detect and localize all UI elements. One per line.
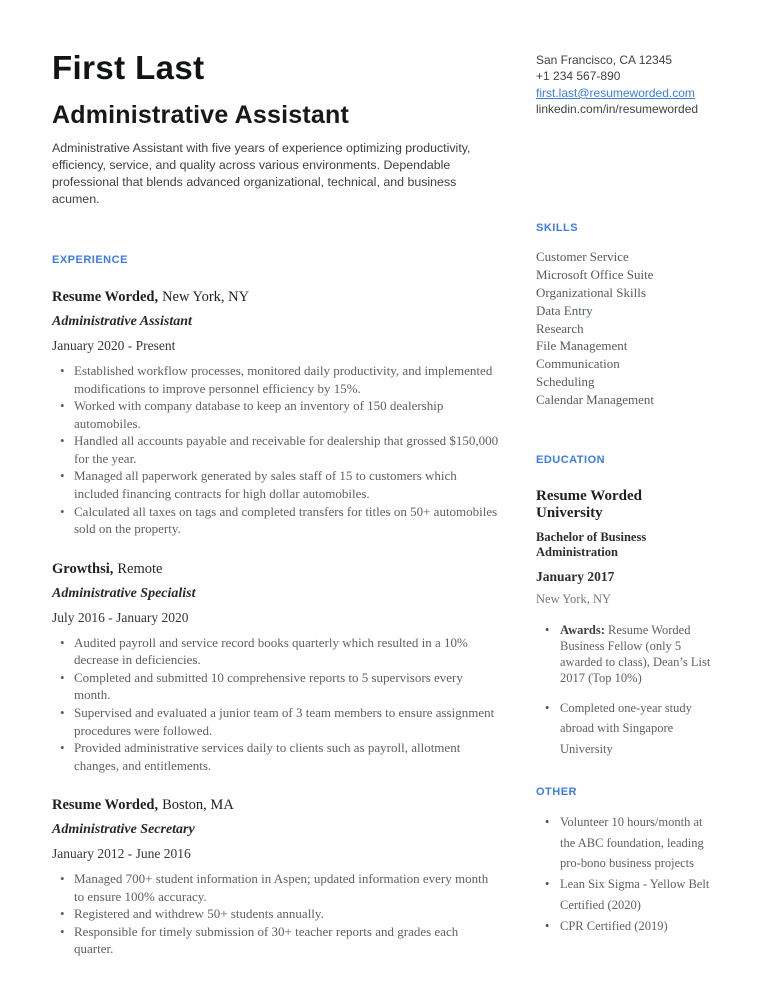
education-date: January 2017 bbox=[536, 568, 615, 584]
job-bullet-list bbox=[52, 870, 500, 958]
job-bullet-list bbox=[52, 634, 500, 774]
company-location: New York, NY bbox=[162, 289, 250, 306]
skill-item: Organizational Skills bbox=[536, 284, 646, 300]
education-bullet-lead: Awards: bbox=[560, 622, 605, 637]
job-dates: January 2012 - June 2016 bbox=[52, 846, 191, 862]
job-bullet: • Calculated all taxes on tags and completed transfers for titles on 50+ automobiles sold on the property. bbox=[52, 503, 500, 538]
job-dates: July 2016 - January 2020 bbox=[52, 609, 189, 625]
skill-item: Customer Service bbox=[536, 248, 629, 264]
job-bullet: • Handled all accounts payable and receivable for dealership that grossed $150,000 for the year. bbox=[52, 432, 500, 467]
education-degree: Bachelor of Business Administration bbox=[536, 529, 647, 559]
skill-item: Microsoft Office Suite bbox=[536, 266, 654, 282]
linkedin-text: linkedin.com/in/resumeworded bbox=[536, 102, 699, 117]
job-bullet: • Completed and submitted 10 comprehensive reports to 5 supervisors every month. bbox=[52, 669, 500, 704]
job-role: Administrative Specialist bbox=[52, 585, 196, 601]
job-bullet-list bbox=[52, 362, 500, 537]
experience-section-heading: EXPERIENCE bbox=[52, 254, 128, 267]
skills-section-heading: SKILLS bbox=[536, 221, 579, 234]
education-section-heading: EDUCATION bbox=[536, 454, 606, 467]
contact-location: San Francisco, CA 12345 bbox=[536, 53, 673, 67]
education-bullet-text: Completed one-year study abroad with Singapore University bbox=[560, 700, 692, 757]
education-bullet-list bbox=[536, 622, 712, 760]
company-location: Boston, MA bbox=[162, 797, 234, 814]
job-bullet: • Supervised and evaluated a junior team of 3 team members to ensure assignment procedures were followed. bbox=[52, 704, 500, 739]
candidate-title: Administrative Assistant bbox=[52, 100, 350, 129]
candidate-name: First Last bbox=[52, 49, 205, 86]
other-section-heading: OTHER bbox=[536, 785, 577, 798]
job-bullet: • Responsible for timely submission of 30+ teacher reports and grades each quarter. bbox=[52, 923, 500, 958]
company-name: Growthsi, bbox=[52, 560, 114, 577]
skill-item: Scheduling bbox=[536, 374, 595, 390]
job-company-line bbox=[52, 796, 500, 814]
education-bullet bbox=[536, 698, 712, 760]
experience-entry bbox=[52, 796, 500, 958]
experience-entry bbox=[52, 288, 500, 538]
job-company-line bbox=[52, 560, 500, 578]
job-company-line bbox=[52, 288, 500, 306]
other-bullet: • Volunteer 10 hours/month at the ABC foundation, leading pro-bono business projects bbox=[536, 812, 712, 874]
job-bullet: • Registered and withdrew 50+ students annually. bbox=[52, 905, 500, 923]
company-name: Resume Worded, bbox=[52, 797, 159, 814]
skill-item: Research bbox=[536, 320, 584, 336]
skills-list bbox=[536, 248, 712, 409]
job-bullet: • Managed all paperwork generated by sales staff of 15 to customers which included financing contracts for high dollar automobiles. bbox=[52, 467, 500, 502]
skill-item: File Management bbox=[536, 338, 628, 354]
job-bullet: • Established workflow processes, monitored daily productivity, and implemented modifications to improve personnel efficiency by 15%. bbox=[52, 362, 500, 397]
skill-item: Communication bbox=[536, 356, 620, 372]
skill-item: Data Entry bbox=[536, 302, 593, 318]
right-column bbox=[536, 50, 712, 958]
contact-phone: +1 234 567-890 bbox=[536, 69, 621, 84]
other-bullet: • CPR Certified (2019) bbox=[536, 916, 712, 937]
job-role: Administrative Secretary bbox=[52, 822, 195, 838]
contact-block bbox=[536, 52, 712, 118]
job-role: Administrative Assistant bbox=[52, 314, 192, 330]
education-bullet bbox=[536, 622, 712, 687]
company-name: Resume Worded, bbox=[52, 289, 159, 306]
left-column bbox=[52, 50, 500, 958]
company-location: Remote bbox=[117, 560, 163, 577]
job-bullet: • Audited payroll and service record books quarterly which resulted in a 10% decrease in deficiencies. bbox=[52, 634, 500, 669]
other-bullet: • Lean Six Sigma - Yellow Belt Certified (2020) bbox=[536, 874, 712, 916]
job-bullet: • Managed 700+ student information in Aspen; updated information every month to ensure 100% accuracy. bbox=[52, 870, 500, 905]
email-link[interactable]: first.last@resumeworded.com bbox=[536, 85, 695, 100]
job-bullet: • Worked with company database to keep an inventory of 150 dealership automobiles. bbox=[52, 397, 500, 432]
education-school: Resume Worded University bbox=[536, 488, 642, 522]
education-location: New York, NY bbox=[536, 591, 612, 606]
experience-entry bbox=[52, 560, 500, 775]
job-bullet: • Provided administrative services daily to clients such as payroll, allotment changes, and entitlements. bbox=[52, 739, 500, 774]
skill-item: Calendar Management bbox=[536, 392, 655, 408]
education-bullet-text: Resume Worded Business Fellow (only 5 awarded to class), Dean’s List 2017 (Top 10%) bbox=[560, 622, 711, 686]
other-bullet-list bbox=[536, 812, 712, 937]
summary-paragraph: Administrative Assistant with five years of experience optimizing productivity, efficiency, service, and quality across various environments. Dependable professional that blends advanced organizational, technical, and business acumen. bbox=[52, 140, 471, 206]
job-dates: January 2020 - Present bbox=[52, 338, 176, 354]
